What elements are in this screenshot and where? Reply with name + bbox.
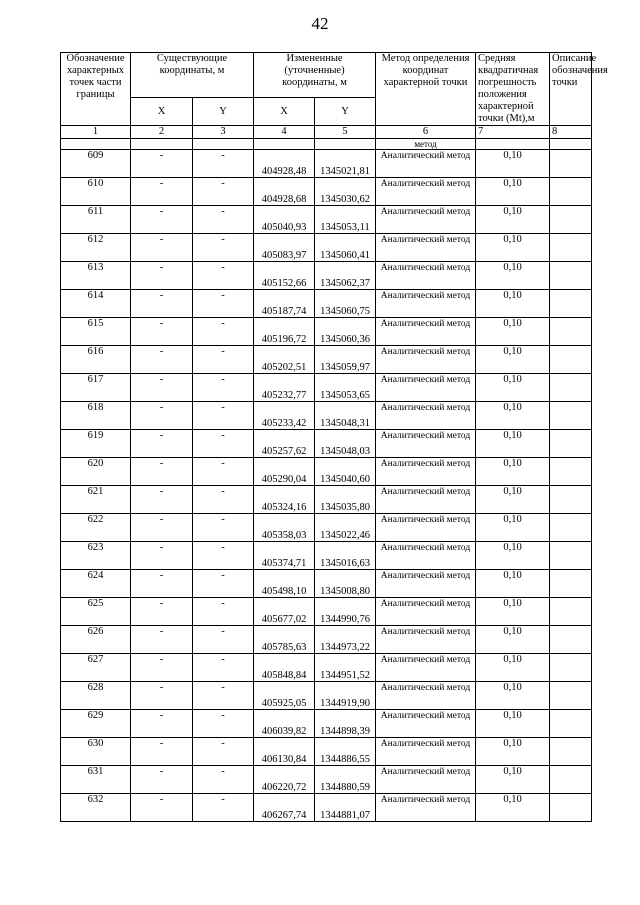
point-cell: 625 — [61, 598, 131, 626]
existing-x-cell: - — [131, 682, 193, 710]
existing-x-cell: - — [131, 318, 193, 346]
y-coordinate-cell: 1345053,11 — [315, 206, 376, 234]
column-number: 8 — [550, 126, 592, 139]
method-cell: Аналитический метод — [376, 402, 476, 430]
existing-x-cell: - — [131, 262, 193, 290]
x-coordinate-cell: 406220,72 — [254, 766, 315, 794]
point-cell: 613 — [61, 262, 131, 290]
y-coordinate-cell: 1345016,63 — [315, 542, 376, 570]
y-coordinate-cell: 1344973,22 — [315, 626, 376, 654]
accuracy-cell: 0,10 — [476, 654, 550, 682]
x-coordinate-cell: 405848,84 — [254, 654, 315, 682]
description-cell — [550, 626, 592, 654]
method-cell: Аналитический метод — [376, 486, 476, 514]
method-cell: Аналитический метод — [376, 570, 476, 598]
description-cell — [550, 542, 592, 570]
point-cell: 615 — [61, 318, 131, 346]
table-row — [61, 318, 592, 346]
existing-y-cell: - — [193, 542, 254, 570]
existing-x-cell: - — [131, 514, 193, 542]
existing-x-cell: - — [131, 290, 193, 318]
description-cell — [550, 262, 592, 290]
x-coordinate-cell: 404928,68 — [254, 178, 315, 206]
table-row — [61, 234, 592, 262]
description-cell — [550, 738, 592, 766]
y-coordinate-cell: 1344951,52 — [315, 654, 376, 682]
existing-y-cell: - — [193, 766, 254, 794]
column-number: 3 — [193, 126, 254, 139]
method-cell: Аналитический метод — [376, 206, 476, 234]
description-cell — [550, 570, 592, 598]
existing-x-cell: - — [131, 738, 193, 766]
description-cell — [550, 178, 592, 206]
point-cell: 609 — [61, 150, 131, 178]
accuracy-cell: 0,10 — [476, 150, 550, 178]
existing-y-cell: - — [193, 234, 254, 262]
method-cell: Аналитический метод — [376, 626, 476, 654]
accuracy-cell: 0,10 — [476, 570, 550, 598]
coordinates-table — [60, 52, 608, 822]
x-coordinate-cell: 405677,02 — [254, 598, 315, 626]
description-cell — [550, 598, 592, 626]
existing-y-cell: - — [193, 318, 254, 346]
description-cell — [550, 318, 592, 346]
point-cell: 628 — [61, 682, 131, 710]
existing-y-cell: - — [193, 654, 254, 682]
x-coordinate-cell: 406267,74 — [254, 794, 315, 822]
existing-x-cell: - — [131, 234, 193, 262]
accuracy-cell: 0,10 — [476, 262, 550, 290]
x-coordinate-cell: 405324,16 — [254, 486, 315, 514]
table-row — [61, 206, 592, 234]
accuracy-cell: 0,10 — [476, 794, 550, 822]
y-coordinate-cell: 1345062,37 — [315, 262, 376, 290]
accuracy-cell: 0,10 — [476, 178, 550, 206]
existing-y-cell: - — [193, 206, 254, 234]
table-row — [61, 402, 592, 430]
point-cell: 627 — [61, 654, 131, 682]
column-number: 2 — [131, 126, 193, 139]
header-changed-x: X — [254, 98, 315, 126]
y-coordinate-cell: 1345060,75 — [315, 290, 376, 318]
column-number: 1 — [61, 126, 131, 139]
existing-x-cell: - — [131, 374, 193, 402]
y-coordinate-cell: 1345060,41 — [315, 234, 376, 262]
header-changed-coords: Измененные (уточненные) координаты, м — [254, 53, 376, 98]
page-number: 42 — [311, 14, 329, 33]
accuracy-cell: 0,10 — [476, 626, 550, 654]
method-cell: Аналитический метод — [376, 794, 476, 822]
existing-x-cell: - — [131, 178, 193, 206]
column-number: 6 — [376, 126, 476, 139]
y-coordinate-cell: 1345053,65 — [315, 374, 376, 402]
method-cell: Аналитический метод — [376, 262, 476, 290]
accuracy-cell: 0,10 — [476, 486, 550, 514]
accuracy-cell: 0,10 — [476, 766, 550, 794]
table-row — [61, 430, 592, 458]
table-row — [61, 486, 592, 514]
existing-x-cell: - — [131, 570, 193, 598]
method-cell: Аналитический метод — [376, 682, 476, 710]
table-row — [61, 542, 592, 570]
description-cell — [550, 682, 592, 710]
table-row — [61, 262, 592, 290]
y-coordinate-cell: 1345022,46 — [315, 514, 376, 542]
existing-x-cell: - — [131, 654, 193, 682]
point-cell: 630 — [61, 738, 131, 766]
existing-x-cell: - — [131, 430, 193, 458]
table-row — [61, 710, 592, 738]
description-cell — [550, 710, 592, 738]
accuracy-cell: 0,10 — [476, 346, 550, 374]
x-coordinate-cell: 405152,66 — [254, 262, 315, 290]
point-cell: 626 — [61, 626, 131, 654]
column-number: 5 — [315, 126, 376, 139]
existing-x-cell: - — [131, 794, 193, 822]
method-cell: Аналитический метод — [376, 514, 476, 542]
column-number: 7 — [476, 126, 550, 139]
accuracy-cell: 0,10 — [476, 318, 550, 346]
x-coordinate-cell: 406130,84 — [254, 738, 315, 766]
accuracy-cell: 0,10 — [476, 206, 550, 234]
table-header — [61, 53, 608, 139]
header-point-designation: Обозначение характерных точек части границы — [61, 53, 131, 126]
accuracy-cell: 0,10 — [476, 738, 550, 766]
description-cell — [550, 458, 592, 486]
existing-x-cell: - — [131, 598, 193, 626]
y-coordinate-cell: 1344880,59 — [315, 766, 376, 794]
existing-y-cell: - — [193, 738, 254, 766]
table-row — [61, 178, 592, 206]
method-cell: Аналитический метод — [376, 654, 476, 682]
accuracy-cell: 0,10 — [476, 234, 550, 262]
existing-y-cell: - — [193, 374, 254, 402]
existing-y-cell: - — [193, 290, 254, 318]
method-cell: Аналитический метод — [376, 710, 476, 738]
x-coordinate-cell: 405202,51 — [254, 346, 315, 374]
y-coordinate-cell: 1344881,07 — [315, 794, 376, 822]
table-row — [61, 766, 592, 794]
method-cell: Аналитический метод — [376, 430, 476, 458]
table-row — [61, 794, 592, 822]
existing-y-cell: - — [193, 514, 254, 542]
point-cell: 623 — [61, 542, 131, 570]
method-cell: Аналитический метод — [376, 346, 476, 374]
header-method: Метод определения координат характерной точки — [376, 53, 476, 126]
y-coordinate-cell: 1344919,90 — [315, 682, 376, 710]
method-cell: Аналитический метод — [376, 542, 476, 570]
x-coordinate-cell: 405358,03 — [254, 514, 315, 542]
accuracy-cell: 0,10 — [476, 682, 550, 710]
header-existing-x: X — [131, 98, 193, 126]
continuation-row — [61, 139, 592, 150]
table-row — [61, 738, 592, 766]
y-coordinate-cell: 1345030,62 — [315, 178, 376, 206]
accuracy-cell: 0,10 — [476, 430, 550, 458]
point-cell: 632 — [61, 794, 131, 822]
description-cell — [550, 346, 592, 374]
x-coordinate-cell: 405374,71 — [254, 542, 315, 570]
method-cell: Аналитический метод — [376, 458, 476, 486]
description-cell — [550, 766, 592, 794]
existing-y-cell: - — [193, 150, 254, 178]
existing-y-cell: - — [193, 794, 254, 822]
existing-x-cell: - — [131, 458, 193, 486]
point-cell: 631 — [61, 766, 131, 794]
y-coordinate-cell: 1345035,80 — [315, 486, 376, 514]
table-row — [61, 682, 592, 710]
x-coordinate-cell: 405187,74 — [254, 290, 315, 318]
header-accuracy: Средняя квадратичная погрешность положения характерной точки (Mt),м — [476, 53, 550, 126]
y-coordinate-cell: 1345059,97 — [315, 346, 376, 374]
table-row — [61, 654, 592, 682]
x-coordinate-cell: 404928,48 — [254, 150, 315, 178]
continuation-text: метод — [376, 139, 476, 150]
accuracy-cell: 0,10 — [476, 458, 550, 486]
existing-y-cell: - — [193, 626, 254, 654]
y-coordinate-cell: 1345008,80 — [315, 570, 376, 598]
method-cell: Аналитический метод — [376, 178, 476, 206]
header-changed-y: Y — [315, 98, 376, 126]
x-coordinate-cell: 405233,42 — [254, 402, 315, 430]
point-cell: 617 — [61, 374, 131, 402]
method-cell: Аналитический метод — [376, 598, 476, 626]
point-cell: 620 — [61, 458, 131, 486]
table-row — [61, 570, 592, 598]
table-row — [61, 374, 592, 402]
method-cell: Аналитический метод — [376, 290, 476, 318]
column-number: 4 — [254, 126, 315, 139]
y-coordinate-cell: 1345048,03 — [315, 430, 376, 458]
table-row — [61, 514, 592, 542]
description-cell — [550, 150, 592, 178]
x-coordinate-cell: 405257,62 — [254, 430, 315, 458]
point-cell: 624 — [61, 570, 131, 598]
existing-y-cell: - — [193, 178, 254, 206]
method-cell: Аналитический метод — [376, 738, 476, 766]
accuracy-cell: 0,10 — [476, 542, 550, 570]
y-coordinate-cell: 1345040,60 — [315, 458, 376, 486]
description-cell — [550, 402, 592, 430]
method-cell: Аналитический метод — [376, 374, 476, 402]
existing-y-cell: - — [193, 710, 254, 738]
point-cell: 629 — [61, 710, 131, 738]
point-cell: 622 — [61, 514, 131, 542]
existing-x-cell: - — [131, 402, 193, 430]
table-body — [61, 139, 592, 822]
existing-y-cell: - — [193, 598, 254, 626]
accuracy-cell: 0,10 — [476, 514, 550, 542]
x-coordinate-cell: 406039,82 — [254, 710, 315, 738]
accuracy-cell: 0,10 — [476, 598, 550, 626]
existing-x-cell: - — [131, 710, 193, 738]
point-cell: 612 — [61, 234, 131, 262]
point-cell: 610 — [61, 178, 131, 206]
y-coordinate-cell: 1345048,31 — [315, 402, 376, 430]
point-cell: 621 — [61, 486, 131, 514]
existing-x-cell: - — [131, 346, 193, 374]
accuracy-cell: 0,10 — [476, 710, 550, 738]
header-description: Описание обозначения точки — [550, 53, 592, 126]
point-cell: 614 — [61, 290, 131, 318]
x-coordinate-cell: 405040,93 — [254, 206, 315, 234]
existing-x-cell: - — [131, 542, 193, 570]
description-cell — [550, 654, 592, 682]
table-row — [61, 598, 592, 626]
point-cell: 618 — [61, 402, 131, 430]
description-cell — [550, 206, 592, 234]
x-coordinate-cell: 405196,72 — [254, 318, 315, 346]
existing-x-cell: - — [131, 206, 193, 234]
existing-x-cell: - — [131, 626, 193, 654]
point-cell: 619 — [61, 430, 131, 458]
header-existing-coords: Существующие координаты, м — [131, 53, 254, 98]
method-cell: Аналитический метод — [376, 318, 476, 346]
y-coordinate-cell: 1345021,81 — [315, 150, 376, 178]
header-existing-y: Y — [193, 98, 254, 126]
y-coordinate-cell: 1344990,76 — [315, 598, 376, 626]
existing-y-cell: - — [193, 402, 254, 430]
point-cell: 611 — [61, 206, 131, 234]
x-coordinate-cell: 405232,77 — [254, 374, 315, 402]
table-row — [61, 290, 592, 318]
existing-x-cell: - — [131, 150, 193, 178]
existing-y-cell: - — [193, 346, 254, 374]
description-cell — [550, 514, 592, 542]
existing-x-cell: - — [131, 486, 193, 514]
y-coordinate-cell: 1344886,55 — [315, 738, 376, 766]
existing-y-cell: - — [193, 682, 254, 710]
x-coordinate-cell: 405785,63 — [254, 626, 315, 654]
table-row — [61, 346, 592, 374]
y-coordinate-cell: 1344898,39 — [315, 710, 376, 738]
table-row — [61, 150, 592, 178]
x-coordinate-cell: 405083,97 — [254, 234, 315, 262]
accuracy-cell: 0,10 — [476, 290, 550, 318]
description-cell — [550, 290, 592, 318]
existing-y-cell: - — [193, 458, 254, 486]
method-cell: Аналитический метод — [376, 766, 476, 794]
accuracy-cell: 0,10 — [476, 374, 550, 402]
description-cell — [550, 794, 592, 822]
column-numbers-row — [61, 126, 592, 139]
x-coordinate-cell: 405925,05 — [254, 682, 315, 710]
point-cell: 616 — [61, 346, 131, 374]
accuracy-cell: 0,10 — [476, 402, 550, 430]
description-cell — [550, 430, 592, 458]
x-coordinate-cell: 405498,10 — [254, 570, 315, 598]
existing-y-cell: - — [193, 486, 254, 514]
table-row — [61, 626, 592, 654]
existing-y-cell: - — [193, 570, 254, 598]
method-cell: Аналитический метод — [376, 234, 476, 262]
description-cell — [550, 234, 592, 262]
x-coordinate-cell: 405290,04 — [254, 458, 315, 486]
existing-x-cell: - — [131, 766, 193, 794]
description-cell — [550, 374, 592, 402]
existing-y-cell: - — [193, 262, 254, 290]
existing-y-cell: - — [193, 430, 254, 458]
table-row — [61, 458, 592, 486]
method-cell: Аналитический метод — [376, 150, 476, 178]
y-coordinate-cell: 1345060,36 — [315, 318, 376, 346]
description-cell — [550, 486, 592, 514]
